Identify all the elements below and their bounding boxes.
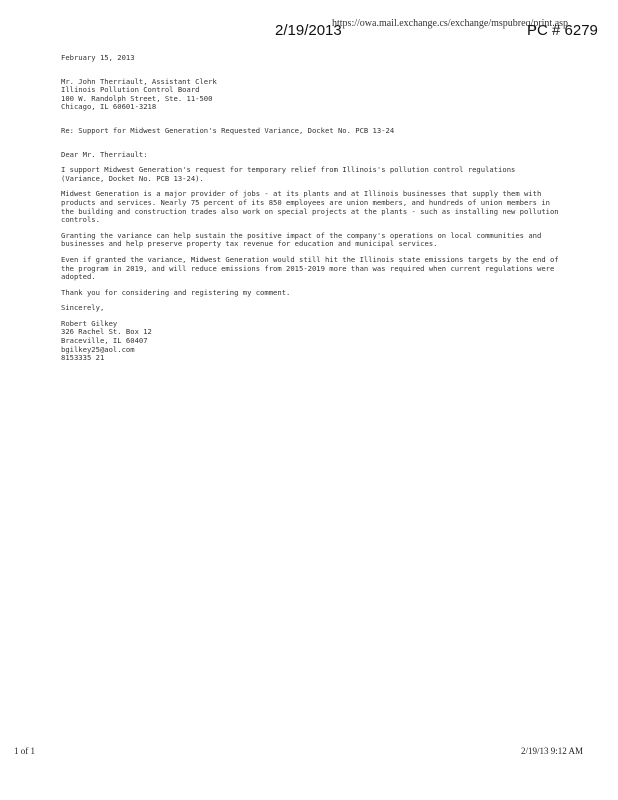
recipient-line: 100 W. Randolph Street, Ste. 11-500 [61, 93, 213, 103]
recipient-line: Mr. John Therriault, Assistant Clerk [61, 76, 217, 86]
signature-line: Robert Gilkey [61, 318, 118, 328]
signature-line: 8153335 21 [61, 353, 105, 363]
closing: Sincerely, [61, 303, 105, 313]
paragraph: I support Midwest Generation's request for temporary relief from Illinois's pollution control regulations (Variance, Docket No. PCB 13-24). [61, 165, 516, 183]
signature-line: 326 Rachel St. Box 12 [61, 327, 152, 337]
paragraph: Thank you for considering and registering my comment. [61, 287, 291, 297]
signature-line: bgilkey25@aol.com [61, 344, 135, 354]
print-timestamp: 2/19/13 9:12 AM [521, 746, 584, 756]
source-url: https://owa.mail.exchange.cs/exchange/mspubreq/print.asp [332, 18, 569, 29]
signature-block [61, 320, 561, 363]
paragraph: Midwest Generation is a major provider of jobs - at its plants and at Illinois businesses that supply them with products and services. Nearly 75 percent of its 850 employees are union members, and hundreds of union members in the building and construction trades also work on special projects at the plants - such as installing new pollution controls. [61, 189, 559, 225]
recipient-line: Chicago, IL 60601-3218 [61, 102, 157, 112]
fax-date: 2/19/2013 [275, 22, 342, 39]
recipient-block [61, 78, 561, 112]
letter-date: February 15, 2013 [61, 53, 135, 62]
letter-body [61, 54, 561, 370]
page-count: 1 of 1 [14, 746, 35, 756]
pc-number: PC # 6279 [527, 22, 598, 39]
signature-line: Braceville, IL 60407 [61, 336, 148, 346]
salutation: Dear Mr. Therriault: [61, 149, 148, 159]
recipient-line: Illinois Pollution Control Board [61, 85, 200, 95]
paragraph: Even if granted the variance, Midwest Generation would still hit the Illinois state emissions targets by the end of the program in 2019, and will reduce emissions from 2015-2019 more than was required when current regulations were adopted. [61, 254, 559, 282]
paragraph: Granting the variance can help sustain the positive impact of the company's operations on local communities and businesses and help preserve property tax revenue for education and municipal services. [61, 230, 542, 249]
subject-line: Re: Support for Midwest Generation's Requested Variance, Docket No. PCB 13-24 [61, 125, 395, 135]
